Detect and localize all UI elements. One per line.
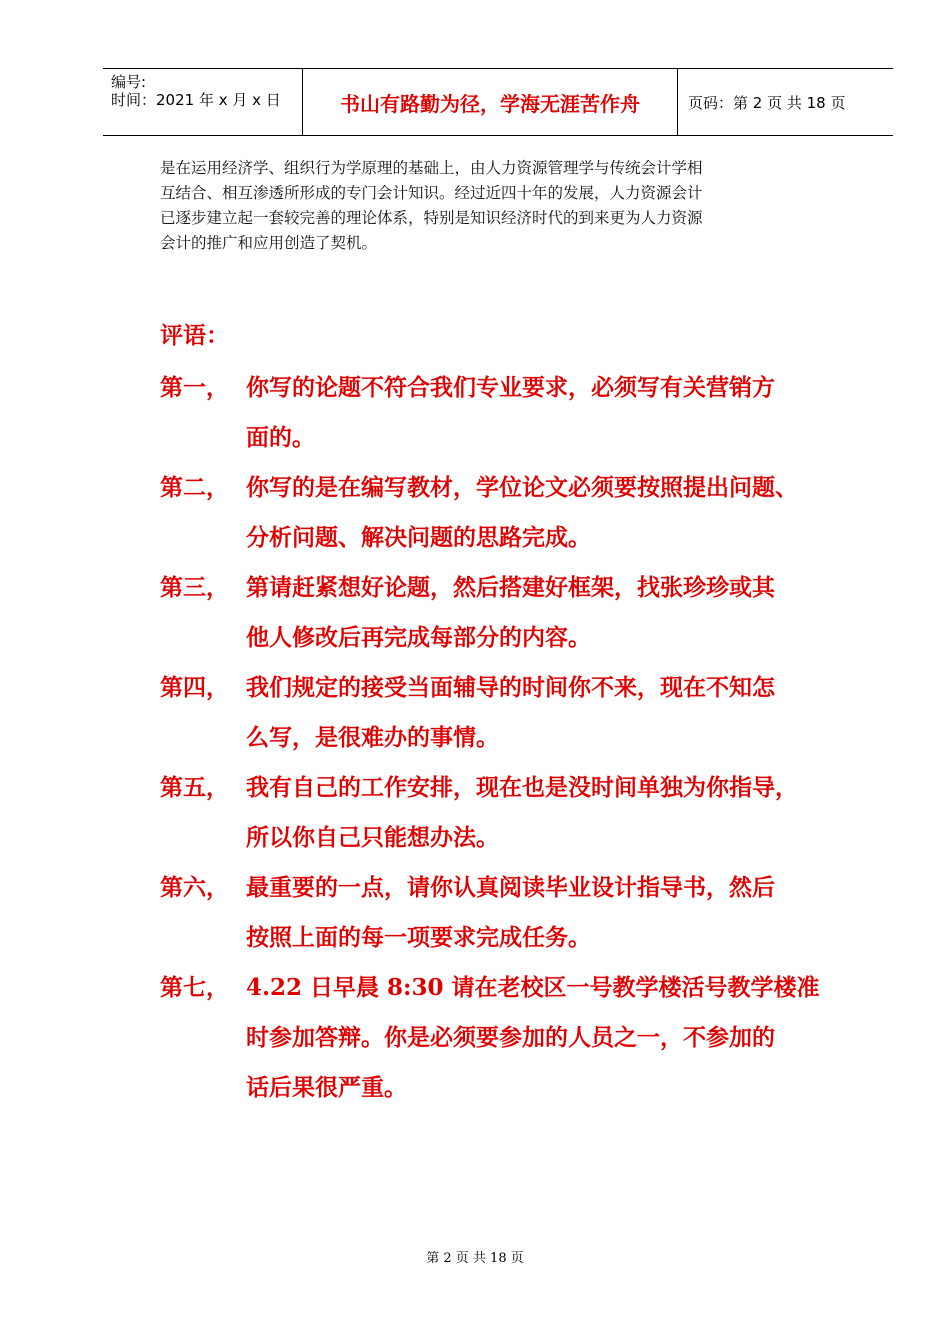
comment-index: 第四， — [160, 674, 229, 701]
comment-line: 4.22 日早晨 8:30 请在老校区一号教学楼活号教学楼准 — [246, 974, 820, 1001]
code-label: 编号: — [111, 73, 147, 91]
comment-index: 第七， — [160, 974, 229, 1001]
comment-index: 第三， — [160, 574, 229, 601]
comment-text — [246, 363, 880, 463]
intro-line: 会计的推广和应用创造了契机。 — [160, 234, 378, 252]
page-info: 页码：第 2 页 共 18 页 — [688, 93, 846, 112]
intro-line: 互结合、相互渗透所形成的专门会计知识。经过近四十年的发展，人力资源会计 — [160, 184, 703, 202]
comment-line: 么写，是很难办的事情。 — [246, 724, 499, 751]
comment-text — [246, 763, 880, 863]
comment-item — [160, 863, 880, 963]
comment-line: 你写的论题不符合我们专业要求，必须写有关营销方 — [246, 374, 775, 401]
comment-line: 分析问题、解决问题的思路完成。 — [246, 524, 591, 551]
comment-index: 第五， — [160, 774, 229, 801]
comment-line: 最重要的一点，请你认真阅读毕业设计指导书，然后 — [246, 874, 775, 901]
motto-cell — [303, 69, 678, 135]
comment-line: 我有自己的工作安排，现在也是没时间单独为你指导， — [246, 774, 798, 801]
comment-item — [160, 963, 880, 1113]
comment-title: 评语： — [160, 322, 229, 349]
comment-item — [160, 363, 880, 463]
intro-line: 是在运用经济学、组织行为学原理的基础上，由人力资源管理学与传统会计学相 — [160, 159, 703, 177]
comment-text — [246, 563, 880, 663]
comment-line: 你写的是在编写教材，学位论文必须要按照提出问题、 — [246, 474, 798, 501]
header-info-cell — [103, 69, 303, 135]
comment-line: 按照上面的每一项要求完成任务。 — [246, 924, 591, 951]
comment-index: 第二， — [160, 474, 229, 501]
comment-line: 所以你自己只能想办法。 — [246, 824, 499, 851]
comment-line: 时参加答辩。你是必须要参加的人员之一，不参加的 — [246, 1024, 775, 1051]
comment-list — [160, 363, 880, 1113]
comment-item — [160, 763, 880, 863]
page-header — [103, 68, 893, 136]
comment-item — [160, 463, 880, 563]
comment-line: 话后果很严重。 — [246, 1074, 407, 1101]
intro-paragraph — [160, 156, 850, 256]
intro-line: 已逐步建立起一套较完善的理论体系，特别是知识经济时代的到来更为人力资源 — [160, 209, 703, 227]
comment-line: 我们规定的接受当面辅导的时间你不来，现在不知怎 — [246, 674, 775, 701]
comment-text — [246, 863, 880, 963]
comment-item — [160, 563, 880, 663]
page-info-cell — [678, 69, 893, 135]
comment-line: 他人修改后再完成每部分的内容。 — [246, 624, 591, 651]
comment-index: 第一， — [160, 374, 229, 401]
motto-text: 书山有路勤为径，学海无涯苦作舟 — [340, 91, 640, 116]
comment-text — [246, 963, 880, 1113]
comment-text — [246, 663, 880, 763]
comment-item — [160, 663, 880, 763]
comment-line: 面的。 — [246, 424, 315, 451]
comment-text — [246, 463, 880, 563]
time-label: 时间：2021 年 x 月 x 日 — [111, 91, 281, 109]
page-footer: 第 2 页 共 18 页 — [426, 1251, 524, 1266]
comment-index: 第六， — [160, 874, 229, 901]
comment-line: 第请赶紧想好论题，然后搭建好框架，找张珍珍或其 — [246, 574, 775, 601]
